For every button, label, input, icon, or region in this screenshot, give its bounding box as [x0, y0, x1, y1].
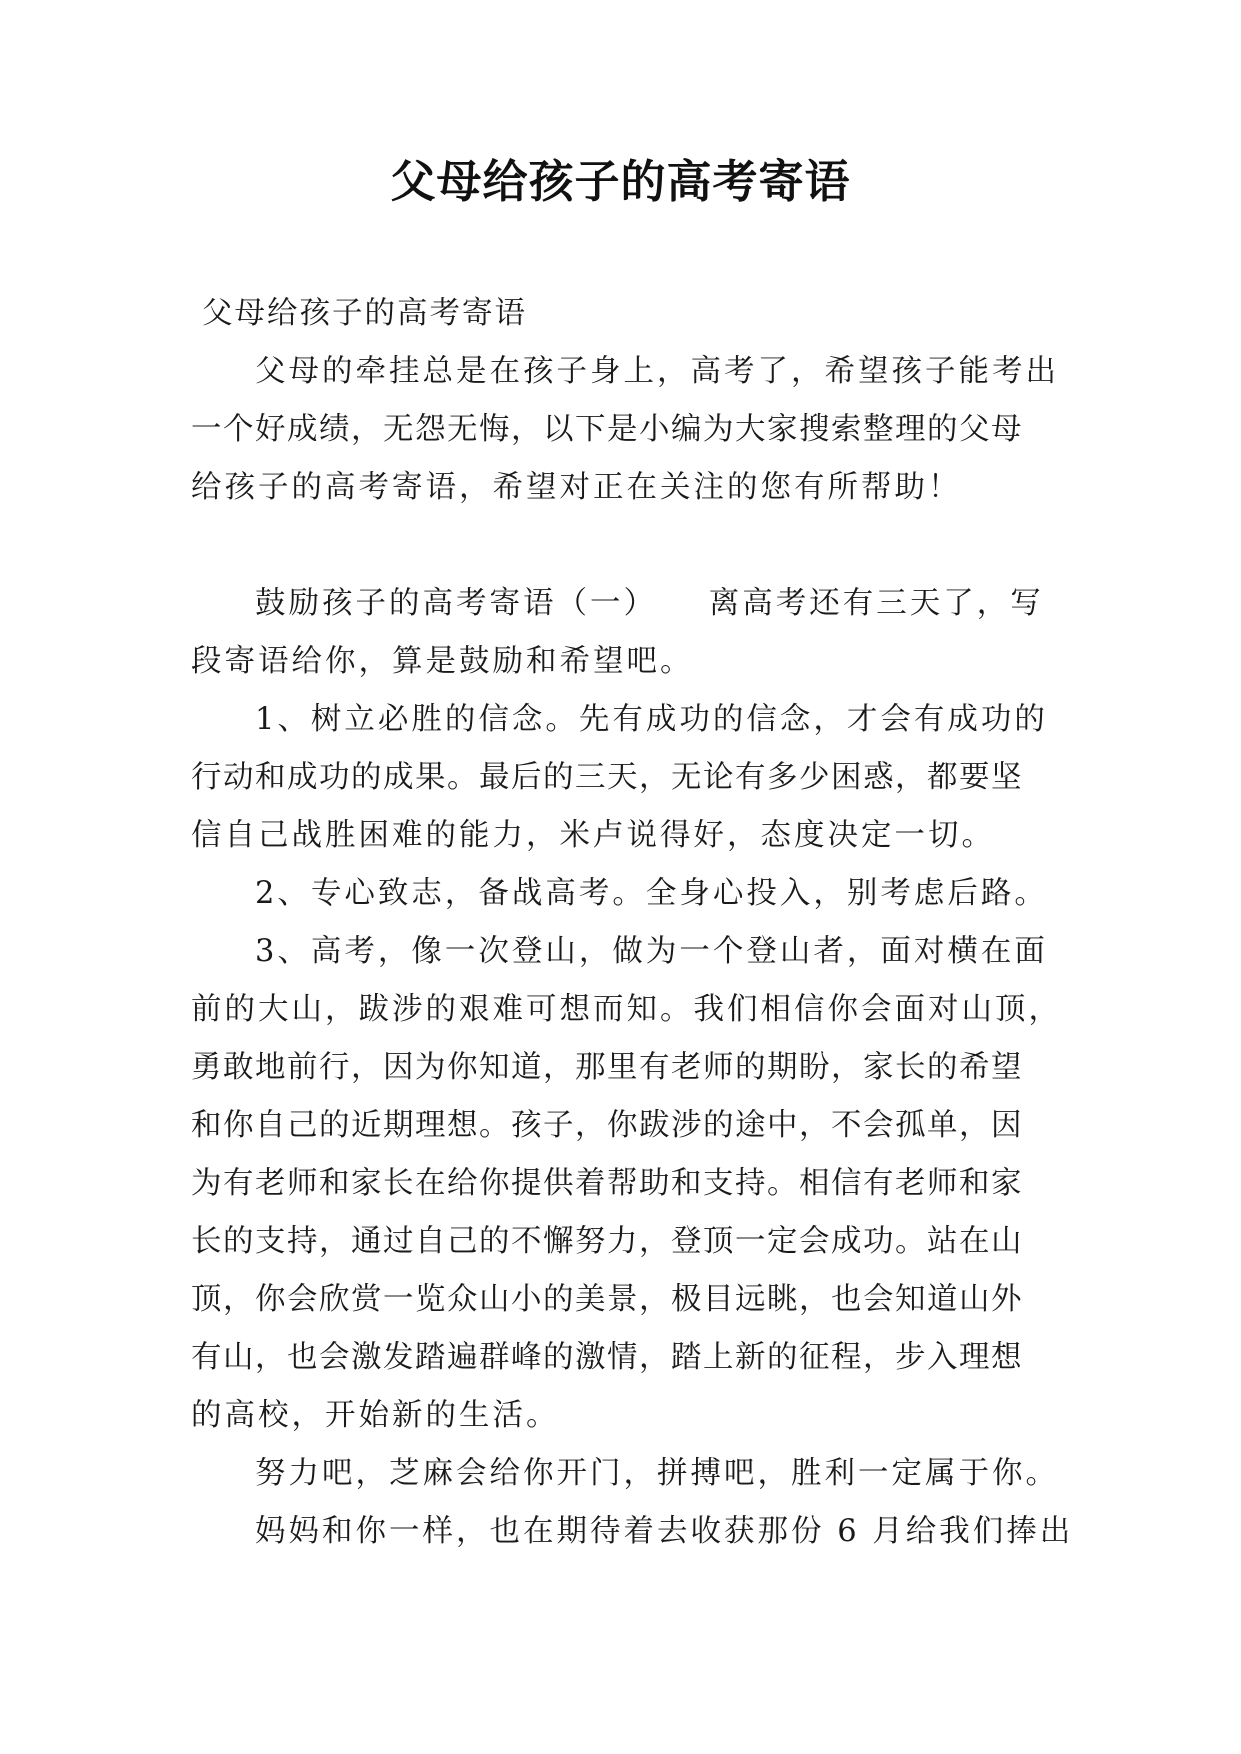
- point-3-line-6: 长的支持，通过自己的不懈努力，登顶一定会成功。站在山: [191, 1224, 1023, 1259]
- point-1-line-1: 1、树立必胜的信念。先有成功的信念，才会有成功的: [255, 702, 1048, 737]
- point-2-line: 2、专心致志，备战高考。全身心投入，别考虑后路。: [255, 876, 1048, 911]
- point-3-line-1: 3、高考，像一次登山，做为一个登山者，面对横在面: [255, 934, 1048, 969]
- blank-line: [191, 517, 1061, 575]
- document-title: 父母给孩子的高考寄语: [390, 155, 851, 208]
- body-subtitle: 父母给孩子的高考寄语: [202, 296, 527, 331]
- point-3-line-3: 勇敢地前行，因为你知道，那里有老师的期盼，家长的希望: [191, 1050, 1023, 1085]
- closing-line: 妈妈和你一样，也在期待着去收获那份 6 月给我们捧出: [255, 1514, 1074, 1549]
- point-3-line-4: 和你自己的近期理想。孩子，你跋涉的途中，不会孤单，因: [191, 1108, 1023, 1143]
- intro-line-3: 给孩子的高考寄语，希望对正在关注的您有所帮助！: [191, 470, 962, 505]
- paragraph-line: 段寄语给你，算是鼓励和希望吧。: [191, 644, 694, 679]
- intro-line-1: 父母的牵挂总是在孩子身上，高考了，希望孩子能考出: [255, 354, 1059, 389]
- point-3-line-5: 为有老师和家长在给你提供着帮助和支持。相信有老师和家: [191, 1166, 1023, 1201]
- section-heading-line: 鼓励孩子的高考寄语（一） 离高考还有三天了，写: [255, 586, 1044, 621]
- point-1-line-2: 行动和成功的成果。最后的三天，无论有多少困惑，都要坚: [191, 760, 1023, 795]
- point-1-line-3: 信自己战胜困难的能力，米卢说得好，态度决定一切。: [191, 818, 995, 853]
- point-3-line-8: 有山，也会激发踏遍群峰的激情，踏上新的征程，步入理想: [191, 1340, 1023, 1375]
- point-3-line-9: 的高校，开始新的生活。: [191, 1398, 560, 1433]
- encouragement-line: 努力吧，芝麻会给你开门，拼搏吧，胜利一定属于你。: [255, 1456, 1059, 1491]
- intro-line-2: 一个好成绩，无怨无悔，以下是小编为大家搜索整理的父母: [191, 412, 1023, 447]
- point-3-line-7: 顶，你会欣赏一览众山小的美景，极目远眺，也会知道山外: [191, 1282, 1023, 1317]
- document-body: [191, 285, 1074, 1561]
- point-3-line-2: 前的大山，跋涉的艰难可想而知。我们相信你会面对山顶，: [191, 992, 1062, 1027]
